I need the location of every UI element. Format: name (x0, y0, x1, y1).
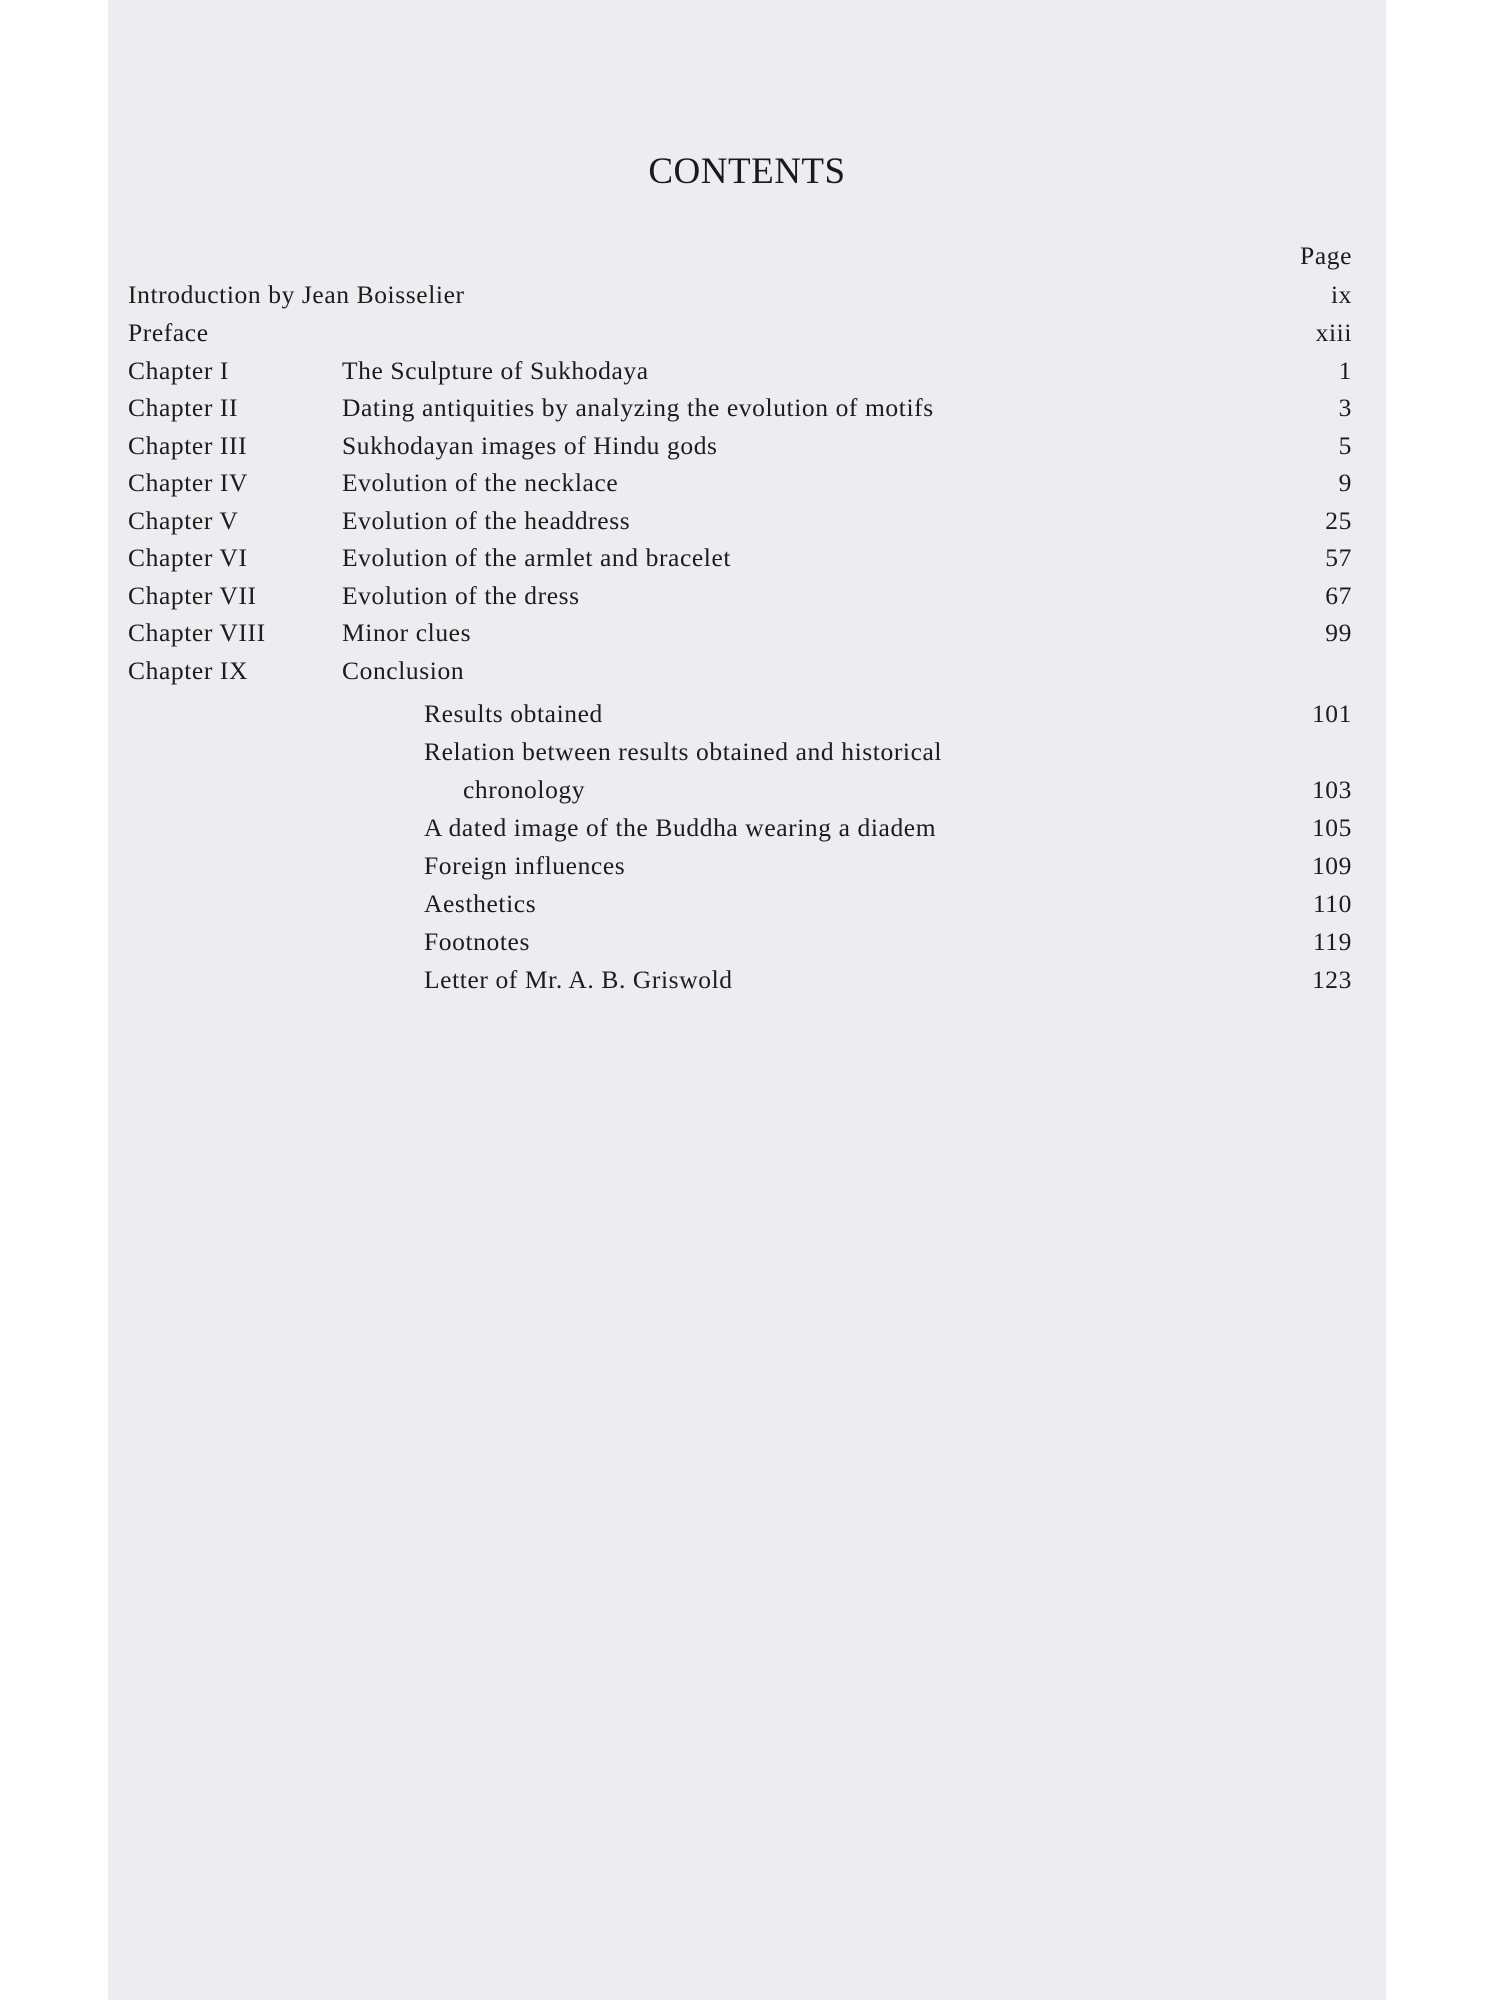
section-page: 101 (1311, 699, 1352, 728)
page-column-header (108, 241, 1386, 271)
chapter-title: Evolution of the dress (342, 581, 580, 610)
section-title: Footnotes (424, 927, 530, 956)
toc-chapter-5 (108, 506, 1386, 536)
chapter-label: Chapter V (128, 506, 239, 535)
chapter-label: Chapter III (128, 431, 248, 460)
chapter-title: Sukhodayan images of Hindu gods (342, 431, 718, 460)
toc-section-footnotes (108, 927, 1386, 957)
toc-entry-page: xiii (1315, 318, 1352, 347)
section-title-continued: chronology (463, 775, 586, 804)
toc-section-dated-image (108, 813, 1386, 843)
page-column-label: Page (1300, 241, 1352, 270)
chapter-title: Conclusion (342, 656, 465, 685)
chapter-page: 3 (1338, 393, 1352, 422)
chapter-page: 99 (1325, 618, 1352, 647)
toc-section-results (108, 699, 1386, 729)
toc-chapter-6 (108, 543, 1386, 573)
chapter-page: 25 (1325, 506, 1352, 535)
section-page: 103 (1311, 775, 1352, 804)
toc-entry-title: Preface (128, 318, 209, 347)
chapter-page: 9 (1338, 468, 1352, 497)
section-title: Aesthetics (424, 889, 537, 918)
toc-chapter-7 (108, 581, 1386, 611)
book-page (108, 0, 1386, 2000)
chapter-title: Minor clues (342, 618, 472, 647)
chapter-label: Chapter IV (128, 468, 249, 497)
chapter-title: Evolution of the necklace (342, 468, 619, 497)
chapter-label: Chapter VI (128, 543, 248, 572)
section-page: 105 (1311, 813, 1352, 842)
toc-entry-introduction (108, 280, 1386, 310)
toc-section-relation-cont (108, 775, 1386, 805)
chapter-title: Evolution of the headdress (342, 506, 631, 535)
toc-chapter-4 (108, 468, 1386, 498)
chapter-page: 1 (1338, 356, 1352, 385)
section-title: Letter of Mr. A. B. Griswold (424, 965, 733, 994)
section-page: 119 (1312, 927, 1352, 956)
chapter-page: 57 (1325, 543, 1352, 572)
chapter-label: Chapter IX (128, 656, 249, 685)
chapter-label: Chapter VII (128, 581, 257, 610)
chapter-page: 67 (1325, 581, 1352, 610)
section-page: 110 (1312, 889, 1352, 918)
section-title: Relation between results obtained and historical (424, 737, 943, 766)
toc-chapter-9 (108, 656, 1386, 686)
section-title: A dated image of the Buddha wearing a diadem (424, 813, 937, 842)
chapter-title: Dating antiquities by analyzing the evolution of motifs (342, 393, 934, 422)
toc-chapter-1 (108, 356, 1386, 386)
chapter-label: Chapter I (128, 356, 229, 385)
toc-section-letter (108, 965, 1386, 995)
section-title: Results obtained (424, 699, 603, 728)
section-page: 123 (1311, 965, 1352, 994)
toc-section-foreign-influences (108, 851, 1386, 881)
page-title: CONTENTS (648, 151, 846, 192)
toc-chapter-8 (108, 618, 1386, 648)
section-page: 109 (1311, 851, 1352, 880)
toc-section-relation (108, 737, 1386, 767)
toc-section-aesthetics (108, 889, 1386, 919)
chapter-title: Evolution of the armlet and bracelet (342, 543, 732, 572)
toc-entry-preface (108, 318, 1386, 348)
toc-chapter-2 (108, 393, 1386, 423)
chapter-page: 5 (1338, 431, 1352, 460)
toc-entry-title: Introduction by Jean Boisselier (128, 280, 465, 309)
toc-entry-page: ix (1330, 280, 1352, 309)
chapter-title: The Sculpture of Sukhodaya (342, 356, 649, 385)
toc-chapter-3 (108, 431, 1386, 461)
chapter-label: Chapter VIII (128, 618, 266, 647)
section-title: Foreign influences (424, 851, 626, 880)
chapter-label: Chapter II (128, 393, 239, 422)
